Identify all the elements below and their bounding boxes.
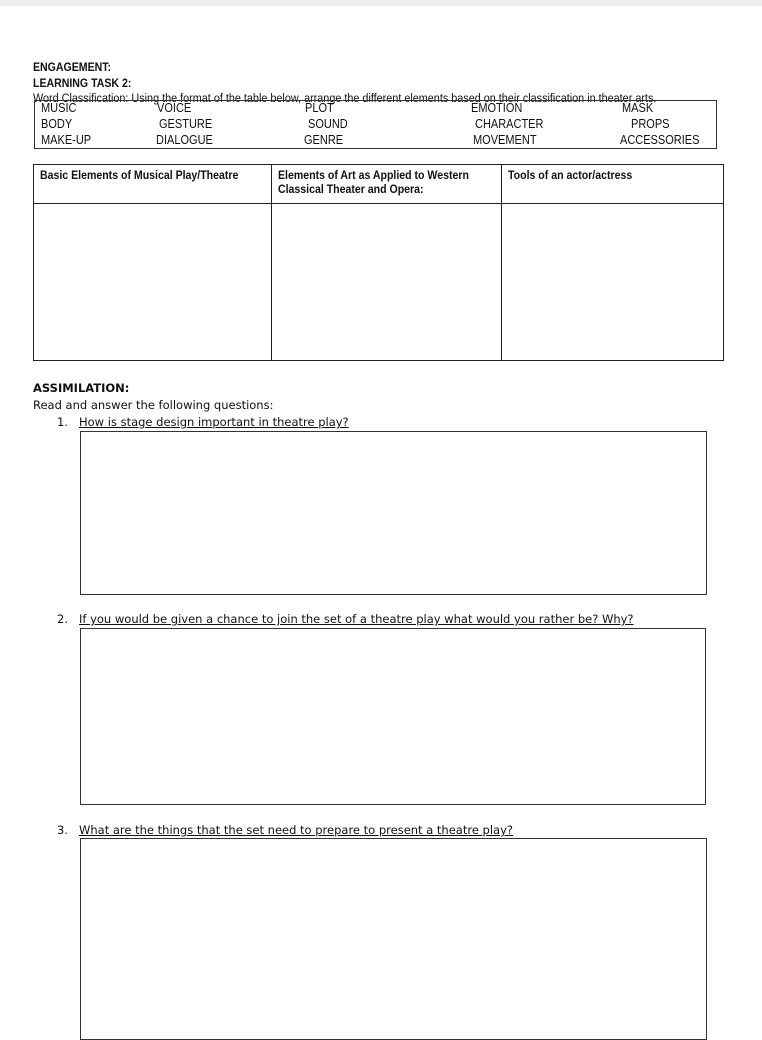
word: MAKE-UP [41, 133, 92, 147]
word: ACCESSORIES [620, 133, 700, 147]
word: PROPS [631, 117, 670, 131]
word: VOICE [157, 101, 192, 115]
word: MASK [622, 101, 654, 115]
read-instruction: Read and answer the following questions: [33, 398, 274, 412]
word: DIALOGUE [156, 133, 213, 147]
answer-box-3[interactable] [80, 838, 707, 1040]
section-heading-engagement: ENGAGEMENT: [33, 60, 112, 74]
answer-cell[interactable] [272, 204, 502, 361]
word: PLOT [305, 101, 334, 115]
classification-table [33, 164, 724, 361]
question-text: How is stage design important in theatre play? [79, 415, 349, 429]
answer-box-1[interactable] [80, 431, 707, 595]
answer-cell[interactable] [502, 204, 724, 361]
section-heading-assimilation: ASSIMILATION: [33, 381, 130, 395]
task-heading: LEARNING TASK 2: [33, 76, 132, 90]
answer-cell[interactable] [34, 204, 272, 361]
instruction: Word Classification: Using the format of the table below, arrange the different elements based on their classification in theater arts. [33, 91, 657, 105]
question-text: If you would be given a chance to join the set of a theatre play what would you rather be? Why? [79, 612, 634, 626]
answer-box-2[interactable] [80, 628, 706, 805]
question-number: 3. [57, 823, 68, 837]
word: GESTURE [159, 117, 213, 131]
question-number: 2. [57, 612, 68, 626]
word: GENRE [304, 133, 344, 147]
top-band [0, 0, 762, 6]
word: EMOTION [471, 101, 523, 115]
word: MOVEMENT [473, 133, 537, 147]
word: SOUND [308, 117, 348, 131]
word-bank [34, 100, 717, 149]
header-basic-elements: Basic Elements of Musical Play/Theatre [34, 165, 272, 204]
word: BODY [41, 117, 73, 131]
question-text: What are the things that the set need to prepare to present a theatre play? [79, 823, 514, 837]
header-tools: Tools of an actor/actress [502, 165, 724, 204]
question-number: 1. [57, 415, 68, 429]
header-elements-of-art: Elements of Art as Applied to Western Classical Theater and Opera: [272, 165, 502, 204]
word: MUSIC [41, 101, 77, 115]
word: CHARACTER [475, 117, 544, 131]
